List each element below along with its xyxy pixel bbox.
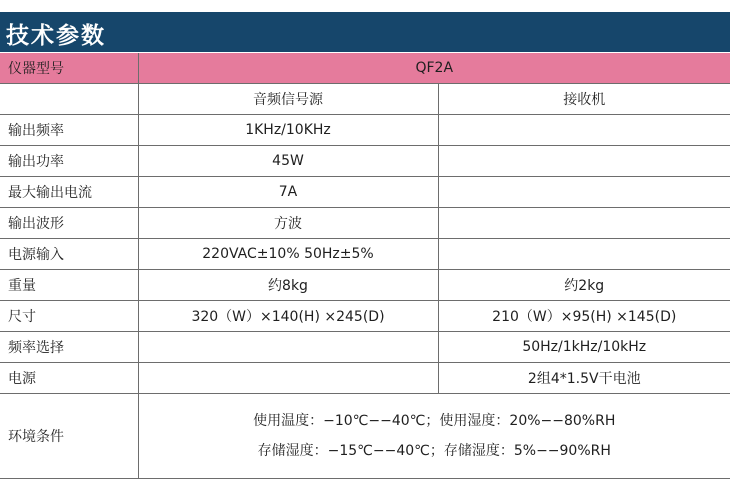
receiver-cell: 50Hz/1kHz/10kHz	[438, 332, 730, 363]
source-cell: 45W	[138, 146, 438, 177]
table-row	[0, 332, 730, 363]
row-label: 重量	[0, 270, 138, 301]
model-label: 仪器型号	[0, 53, 138, 84]
row-label: 电源输入	[0, 239, 138, 270]
table-row	[0, 363, 730, 394]
receiver-cell	[438, 208, 730, 239]
source-cell	[138, 363, 438, 394]
table-row	[0, 270, 730, 301]
table-row	[0, 239, 730, 270]
source-cell: 7A	[138, 177, 438, 208]
source-cell: 1KHz/10KHz	[138, 115, 438, 146]
table-row	[0, 301, 730, 332]
env-line-operating: 使用温度：−10℃−−40℃；使用湿度：20%−−80%RH	[253, 413, 616, 429]
row-label: 频率选择	[0, 332, 138, 363]
receiver-cell	[438, 177, 730, 208]
col-header-receiver: 接收机	[438, 84, 730, 115]
source-cell: 220VAC±10% 50Hz±5%	[138, 239, 438, 270]
model-value: QF2A	[138, 53, 730, 84]
receiver-cell	[438, 146, 730, 177]
env-line-storage: 存储湿度：−15℃−−40℃；存储湿度：5%−−90%RH	[257, 443, 611, 459]
row-label: 最大输出电流	[0, 177, 138, 208]
col-header-source: 音频信号源	[138, 84, 438, 115]
receiver-cell	[438, 115, 730, 146]
table-row	[0, 146, 730, 177]
table-row	[0, 208, 730, 239]
row-label: 电源	[0, 363, 138, 394]
receiver-cell	[438, 239, 730, 270]
table-row-header	[0, 84, 730, 115]
table-row	[0, 177, 730, 208]
source-cell: 方波	[138, 208, 438, 239]
environment-cell	[138, 394, 730, 479]
table-row-environment	[0, 394, 730, 479]
row-label: 环境条件	[0, 394, 138, 479]
table-row-model	[0, 53, 730, 84]
header-blank-cell	[0, 84, 138, 115]
receiver-cell: 2组4*1.5V干电池	[438, 363, 730, 394]
source-cell: 约8kg	[138, 270, 438, 301]
spec-table	[0, 53, 730, 479]
row-label: 输出波形	[0, 208, 138, 239]
table-row	[0, 115, 730, 146]
receiver-cell: 约2kg	[438, 270, 730, 301]
receiver-cell: 210（W）×95(H) ×145(D)	[438, 301, 730, 332]
title-bar	[0, 12, 730, 52]
row-label: 输出功率	[0, 146, 138, 177]
source-cell: 320（W）×140(H) ×245(D)	[138, 301, 438, 332]
page-title: 技术参数	[6, 23, 106, 49]
row-label: 尺寸	[0, 301, 138, 332]
row-label: 输出频率	[0, 115, 138, 146]
source-cell	[138, 332, 438, 363]
